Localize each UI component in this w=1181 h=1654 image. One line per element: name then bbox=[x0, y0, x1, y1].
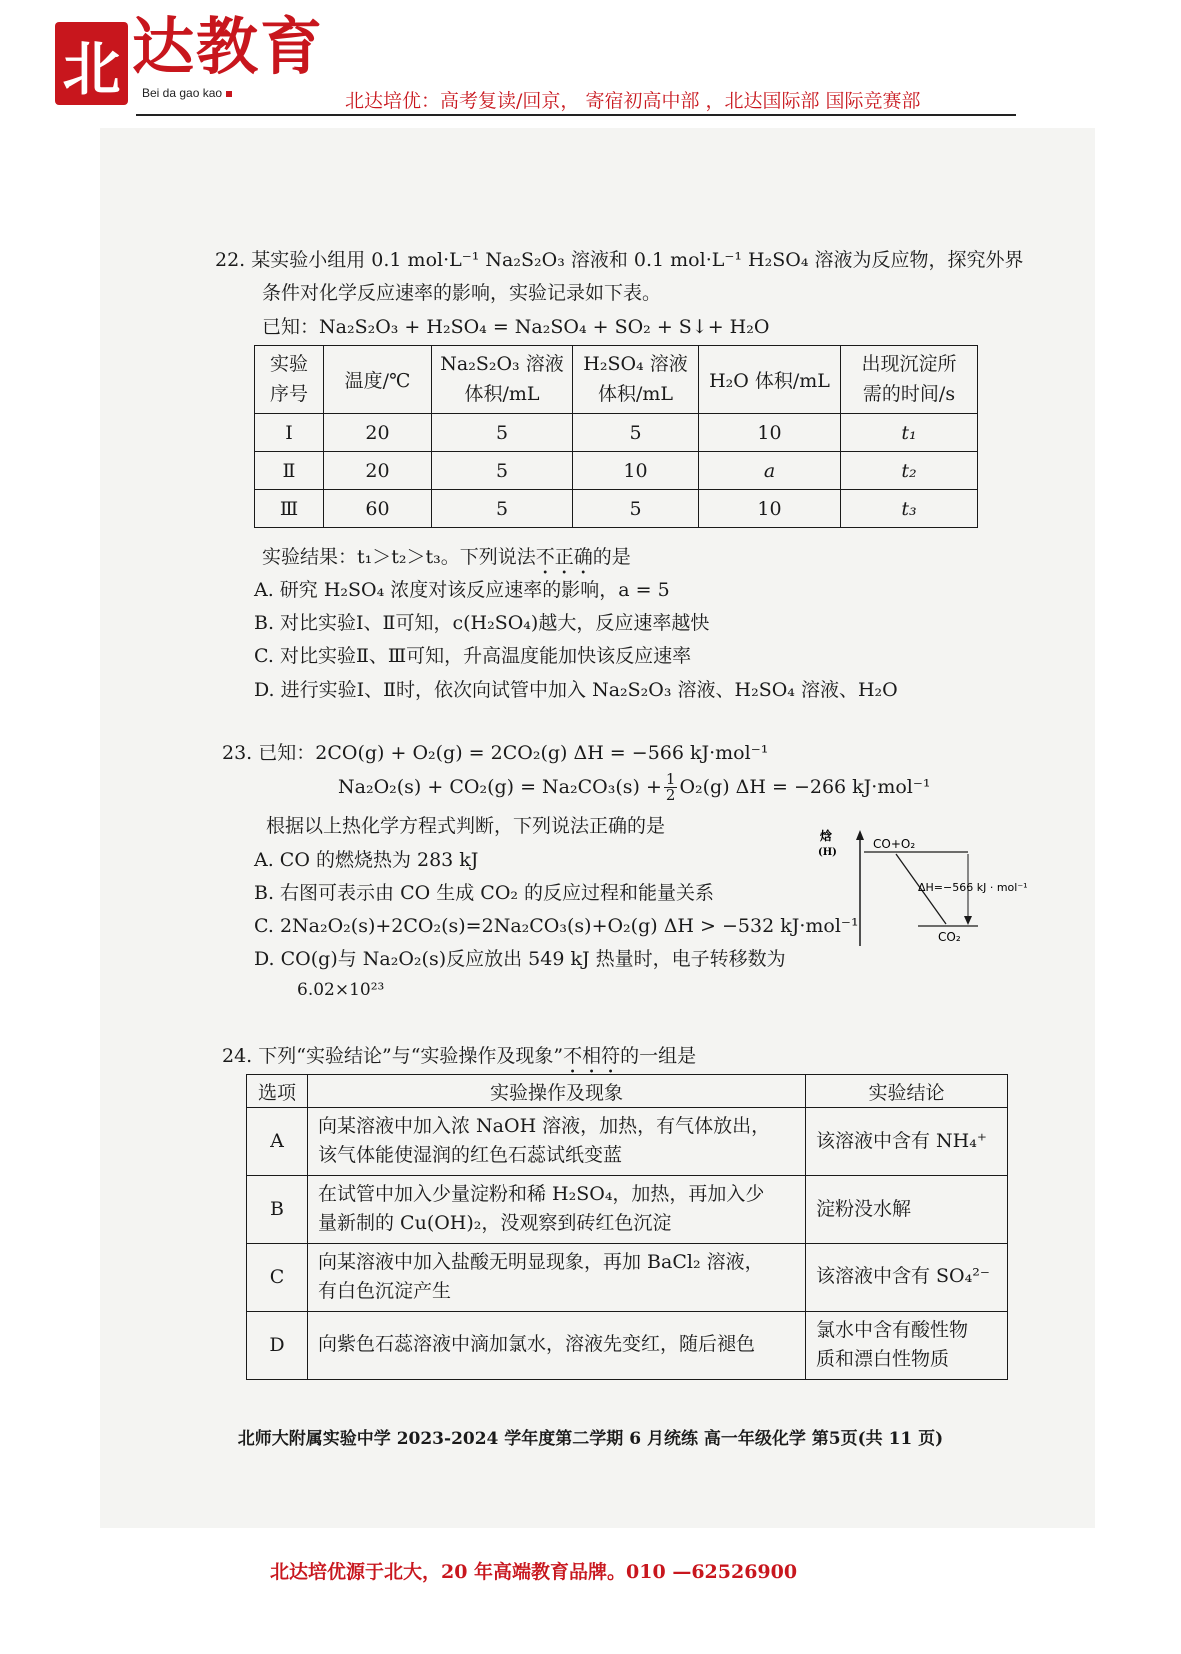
q23-number: 23. bbox=[222, 742, 253, 764]
logo-text: 达教育 bbox=[132, 10, 325, 83]
q22-option-a: A. 研究 H₂SO₄ 浓度对该反应速率的影响，a = 5 bbox=[254, 579, 670, 601]
q23-eq1 bbox=[222, 742, 768, 765]
q23-option-b: B. 右图可表示由 CO 生成 CO₂ 的反应过程和能量关系 bbox=[254, 882, 715, 904]
q23-eq2-fraction bbox=[664, 772, 678, 803]
q24-stem-emphasis: 不相符 bbox=[563, 1045, 621, 1067]
q24-number: 24. bbox=[222, 1045, 253, 1067]
promo-footer: 北达培优源于北大，20 年高端教育品牌。010 —62526900 bbox=[270, 1561, 798, 1583]
table-cell: 5 bbox=[432, 490, 573, 528]
q24-stem-suffix: 的一组是 bbox=[620, 1045, 697, 1067]
table-header-row bbox=[247, 1075, 1008, 1108]
table-cell: 10 bbox=[573, 452, 699, 490]
q23-option-a: A. CO 的燃烧热为 283 kJ bbox=[254, 849, 479, 871]
table-row bbox=[247, 1108, 1008, 1176]
q23-eq2-text-end: O₂(g) ΔH = −266 kJ·mol⁻¹ bbox=[679, 776, 931, 799]
table-cell bbox=[806, 1108, 1008, 1176]
table-row bbox=[255, 452, 978, 490]
cell-line: 在试管中加入少量淀粉和稀 H₂SO₄，加热，再加入少 bbox=[318, 1182, 765, 1205]
exam-footer: 北师大附属实验中学 2023-2024 学年度第二学期 6 月统练 高一年级化学 第5页(共 11 页) bbox=[237, 1429, 944, 1449]
q24-stem-text: 下列“实验结论”与“实验操作及现象” bbox=[258, 1045, 564, 1067]
cell-line: 向某溶液中加入浓 NaOH 溶液，加热，有气体放出， bbox=[318, 1115, 771, 1137]
table-cell bbox=[308, 1175, 806, 1243]
table-cell: A bbox=[247, 1108, 308, 1176]
table-cell bbox=[308, 1243, 806, 1311]
diagram-axis-sub: (H) bbox=[818, 847, 837, 858]
q22-result-suffix: 的是 bbox=[592, 546, 631, 568]
cell-line: 向某溶液中加入盐酸无明显现象，再加 BaCl₂ 溶液， bbox=[318, 1250, 764, 1273]
table-cell: D bbox=[247, 1311, 308, 1379]
table-row bbox=[255, 414, 978, 452]
table-cell: 5 bbox=[432, 452, 573, 490]
table-header-cell: H₂O 体积/mL bbox=[699, 346, 841, 414]
table-cell: Ⅲ bbox=[255, 490, 324, 528]
q22-stem-text: 某实验小组用 0.1 mol·L⁻¹ Na₂S₂O₃ 溶液和 0.1 mol·L⁻¹ H₂SO₄ 溶液为反应物，探究外界 bbox=[251, 249, 1024, 271]
q23-question: 根据以上热化学方程式判断，下列说法正确的是 bbox=[266, 815, 666, 837]
logo-subtitle: Bei da gao kao bbox=[142, 86, 232, 100]
header-divider bbox=[136, 114, 1016, 116]
table-row bbox=[247, 1175, 1008, 1243]
header-tagline: 北达培优：高考复读/回京， 寄宿初高中部 ，北达国际部 国际竞赛部 bbox=[345, 90, 921, 112]
diagram-lower-label: CO₂ bbox=[938, 930, 961, 944]
table-cell: 20 bbox=[324, 452, 432, 490]
q23-eq2-text: Na₂O₂(s) + CO₂(g) = Na₂CO₃(s) + bbox=[338, 776, 662, 799]
logo-mark-text: 北 bbox=[62, 34, 121, 103]
table-cell: Ⅰ bbox=[255, 414, 324, 452]
table-cell: C bbox=[247, 1243, 308, 1311]
table-cell: B bbox=[247, 1175, 308, 1243]
cell-line: 有白色沉淀产生 bbox=[318, 1280, 452, 1303]
table-header-cell: 温度/℃ bbox=[324, 346, 432, 414]
q22-result-emphasis: 不正确 bbox=[535, 546, 593, 568]
diagram-axis-label: 焓 bbox=[820, 829, 833, 843]
q22-known-equation: 已知：Na₂S₂O₃ + H₂SO₄ = Na₂SO₄ + SO₂ + S↓+ H₂O bbox=[262, 316, 770, 338]
diagram-axis-arrow bbox=[856, 830, 864, 840]
q22-experiment-table bbox=[254, 345, 978, 528]
table-cell bbox=[806, 1311, 1008, 1379]
fraction-denominator: 2 bbox=[665, 786, 676, 804]
cell-line: 该溶液中含有 NH₄⁺ bbox=[816, 1129, 987, 1152]
table-row bbox=[255, 490, 978, 528]
cell-line: 向紫色石蕊溶液中滴加氯水，溶液先变红，随后褪色 bbox=[318, 1333, 756, 1356]
diagram-dh-arrowhead bbox=[964, 916, 972, 925]
logo-mark bbox=[55, 22, 128, 105]
diagram-dh-label: ΔH=−566 kJ · mol⁻¹ bbox=[918, 881, 1028, 894]
table-cell: 5 bbox=[573, 490, 699, 528]
cell-line: 量新制的 Cu(OH)₂，没观察到砖红色沉淀 bbox=[318, 1212, 672, 1235]
q22-number: 22. bbox=[215, 249, 246, 271]
table-cell: 10 bbox=[699, 490, 841, 528]
table-header-cell: H₂SO₄ 溶液 体积/mL bbox=[573, 346, 699, 414]
table-header-row bbox=[255, 346, 978, 414]
enthalpy-diagram bbox=[818, 828, 1048, 948]
table-cell: a bbox=[699, 452, 841, 490]
q22-option-d: D. 进行实验Ⅰ、Ⅱ时，依次向试管中加入 Na₂S₂O₃ 溶液、H₂SO₄ 溶液、H₂O bbox=[254, 679, 898, 701]
cell-line: 氯水中含有酸性物 bbox=[816, 1318, 969, 1341]
table-cell: 5 bbox=[573, 414, 699, 452]
table-header-cell: 选项 bbox=[247, 1075, 308, 1108]
diagram-upper-label: CO+O₂ bbox=[873, 837, 916, 851]
table-cell: t₃ bbox=[841, 490, 978, 528]
table-cell bbox=[806, 1175, 1008, 1243]
cell-line: 该溶液中含有 SO₄²⁻ bbox=[816, 1265, 990, 1288]
table-cell: t₁ bbox=[841, 414, 978, 452]
table-cell bbox=[308, 1108, 806, 1176]
table-cell: t₂ bbox=[841, 452, 978, 490]
q22-option-b: B. 对比实验Ⅰ、Ⅱ可知，c(H₂SO₄)越大，反应速率越快 bbox=[254, 612, 710, 634]
table-header-cell: 实验结论 bbox=[806, 1075, 1008, 1108]
q23-option-c: C. 2Na₂O₂(s)+2CO₂(s)=2Na₂CO₃(s)+O₂(g) ΔH > −532 kJ·mol⁻¹ bbox=[254, 915, 859, 937]
table-header-cell: 实验 序号 bbox=[255, 346, 324, 414]
table-row bbox=[247, 1311, 1008, 1379]
table-header-cell: Na₂S₂O₃ 溶液 体积/mL bbox=[432, 346, 573, 414]
q23-eq1-text: 已知：2CO(g) + O₂(g) = 2CO₂(g) ΔH = −566 kJ·mol⁻¹ bbox=[258, 742, 769, 764]
q22-stem-line1 bbox=[215, 249, 1023, 272]
q22-result-text: 实验结果：t₁＞t₂＞t₃。下列说法 bbox=[262, 546, 536, 568]
table-cell: 5 bbox=[432, 414, 573, 452]
cell-line: 质和漂白性物质 bbox=[816, 1348, 950, 1371]
table-cell: Ⅱ bbox=[255, 452, 324, 490]
cell-line: 淀粉没水解 bbox=[816, 1197, 912, 1220]
cell-line: 该气体能使湿润的红色石蕊试纸变蓝 bbox=[318, 1144, 623, 1167]
table-cell bbox=[308, 1311, 806, 1379]
table-cell: 10 bbox=[699, 414, 841, 452]
q24-table bbox=[246, 1074, 1008, 1380]
q23-eq2 bbox=[338, 772, 931, 803]
q22-option-c: C. 对比实验Ⅱ、Ⅲ可知，升高温度能加快该反应速率 bbox=[254, 645, 692, 667]
q23-option-d-cont: 6.02×10²³ bbox=[297, 980, 385, 1000]
table-cell bbox=[806, 1243, 1008, 1311]
fraction-numerator: 1 bbox=[665, 770, 676, 788]
q22-result bbox=[262, 546, 631, 579]
table-row bbox=[247, 1243, 1008, 1311]
table-cell: 60 bbox=[324, 490, 432, 528]
table-header-cell: 出现沉淀所 需的时间/s bbox=[841, 346, 978, 414]
table-cell: 20 bbox=[324, 414, 432, 452]
q23-option-d: D. CO(g)与 Na₂O₂(s)反应放出 549 kJ 热量时，电子转移数为 bbox=[254, 948, 786, 970]
q22-stem-line2: 条件对化学反应速率的影响，实验记录如下表。 bbox=[262, 282, 662, 304]
table-header-cell: 实验操作及现象 bbox=[308, 1075, 806, 1108]
